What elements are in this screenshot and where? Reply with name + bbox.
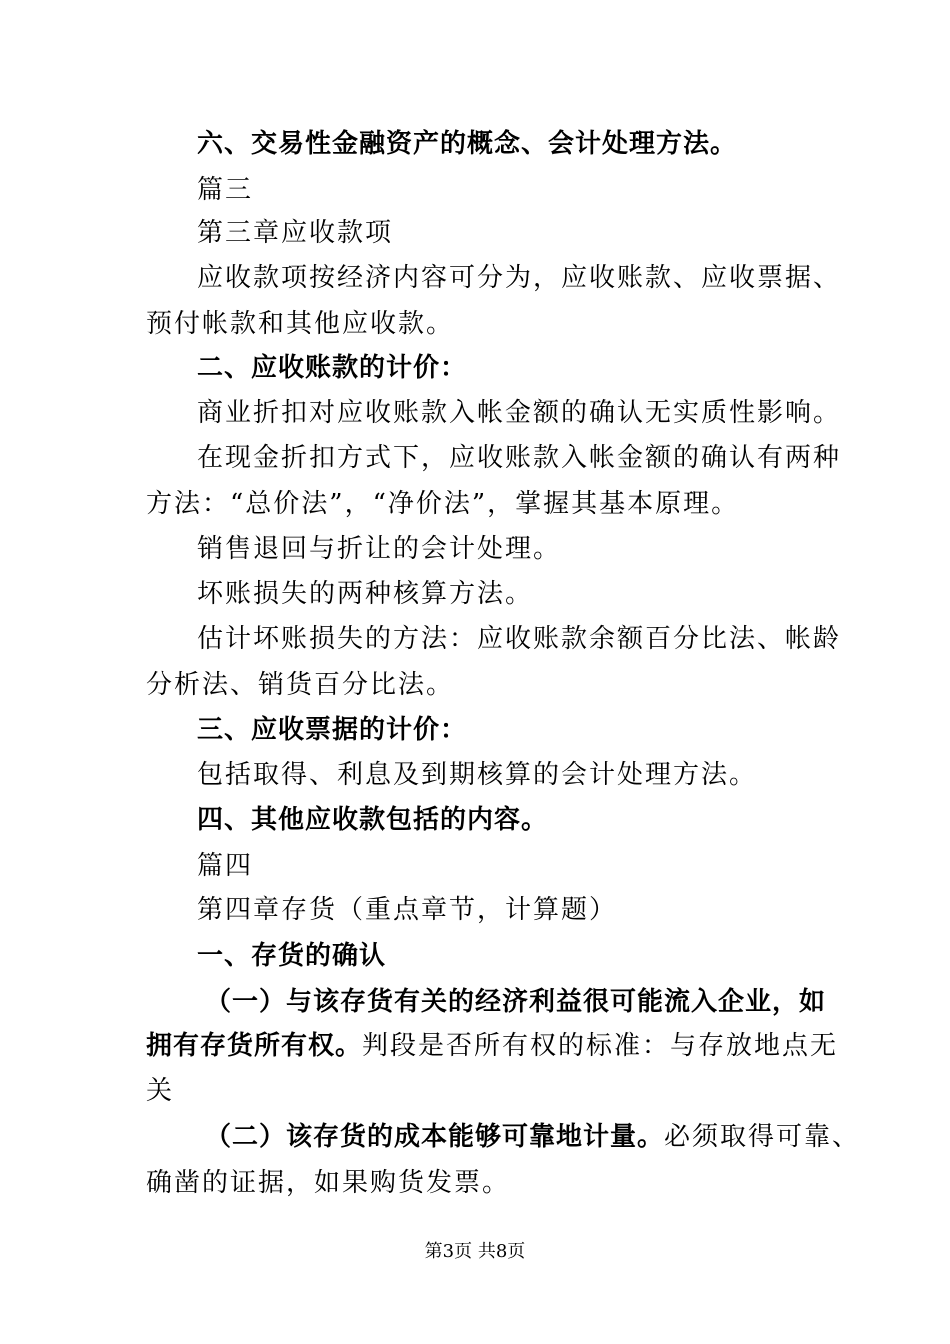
paragraph-line: 坏账损失的两种核算方法。 bbox=[197, 579, 534, 609]
paragraph-line: 方法：“总价法”，“净价法”，掌握其基本原理。 bbox=[146, 489, 740, 519]
bold-phrase: 拥有存货所有权。 bbox=[146, 1031, 363, 1061]
paragraph-line: 销售退回与折让的会计处理。 bbox=[197, 534, 562, 564]
paragraph-line: 预付帐款和其他应收款。 bbox=[146, 309, 455, 339]
paragraph-line bbox=[146, 1029, 839, 1063]
paragraph-line: 估计坏账损失的方法：应收账款余额百分比法、帐龄 bbox=[197, 624, 842, 654]
paragraph-line: 在现金折扣方式下，应收账款入帐金额的确认有两种 bbox=[197, 443, 842, 473]
heading-inventory-recognition: 一、存货的确认 bbox=[197, 941, 387, 971]
paragraph-line: 关 bbox=[146, 1076, 175, 1106]
paragraph-line: 确凿的证据，如果购货发票。 bbox=[146, 1168, 511, 1198]
normal-phrase: 判段是否所有权的标准：与存放地点无 bbox=[362, 1031, 839, 1061]
paragraph-line: 商业折扣对应收账款入帐金额的确认无实质性影响。 bbox=[197, 398, 842, 428]
section-label-part-four: 篇四 bbox=[197, 851, 254, 881]
heading-trading-financial-assets: 六、交易性金融资产的概念、会计处理方法。 bbox=[197, 129, 738, 159]
paragraph-line: （一）与该存货有关的经济利益很可能流入企业，如 bbox=[205, 987, 827, 1017]
bold-phrase: （二）该存货的成本能够可靠地计量。 bbox=[205, 1122, 665, 1152]
paragraph-line: 分析法、销货百分比法。 bbox=[146, 670, 455, 700]
paragraph-line: 应收款项按经济内容可分为，应收账款、应收票据、 bbox=[197, 263, 842, 293]
heading-other-receivables: 四、其他应收款包括的内容。 bbox=[197, 805, 549, 835]
paragraph-line bbox=[205, 1120, 885, 1154]
chapter-title-inventory: 第四章存货（重点章节，计算题） bbox=[197, 895, 618, 925]
page-number-footer: 第3页 共8页 bbox=[424, 1241, 526, 1262]
normal-phrase: 必须取得可靠、 bbox=[664, 1122, 861, 1152]
chapter-title-receivables: 第三章应收款项 bbox=[197, 218, 394, 248]
paragraph-line: 包括取得、利息及到期核算的会计处理方法。 bbox=[197, 760, 758, 790]
section-label-part-three: 篇三 bbox=[197, 175, 254, 205]
heading-notes-receivable-valuation: 三、应收票据的计价： bbox=[197, 715, 468, 745]
heading-accounts-receivable-valuation: 二、应收账款的计价： bbox=[197, 353, 468, 383]
